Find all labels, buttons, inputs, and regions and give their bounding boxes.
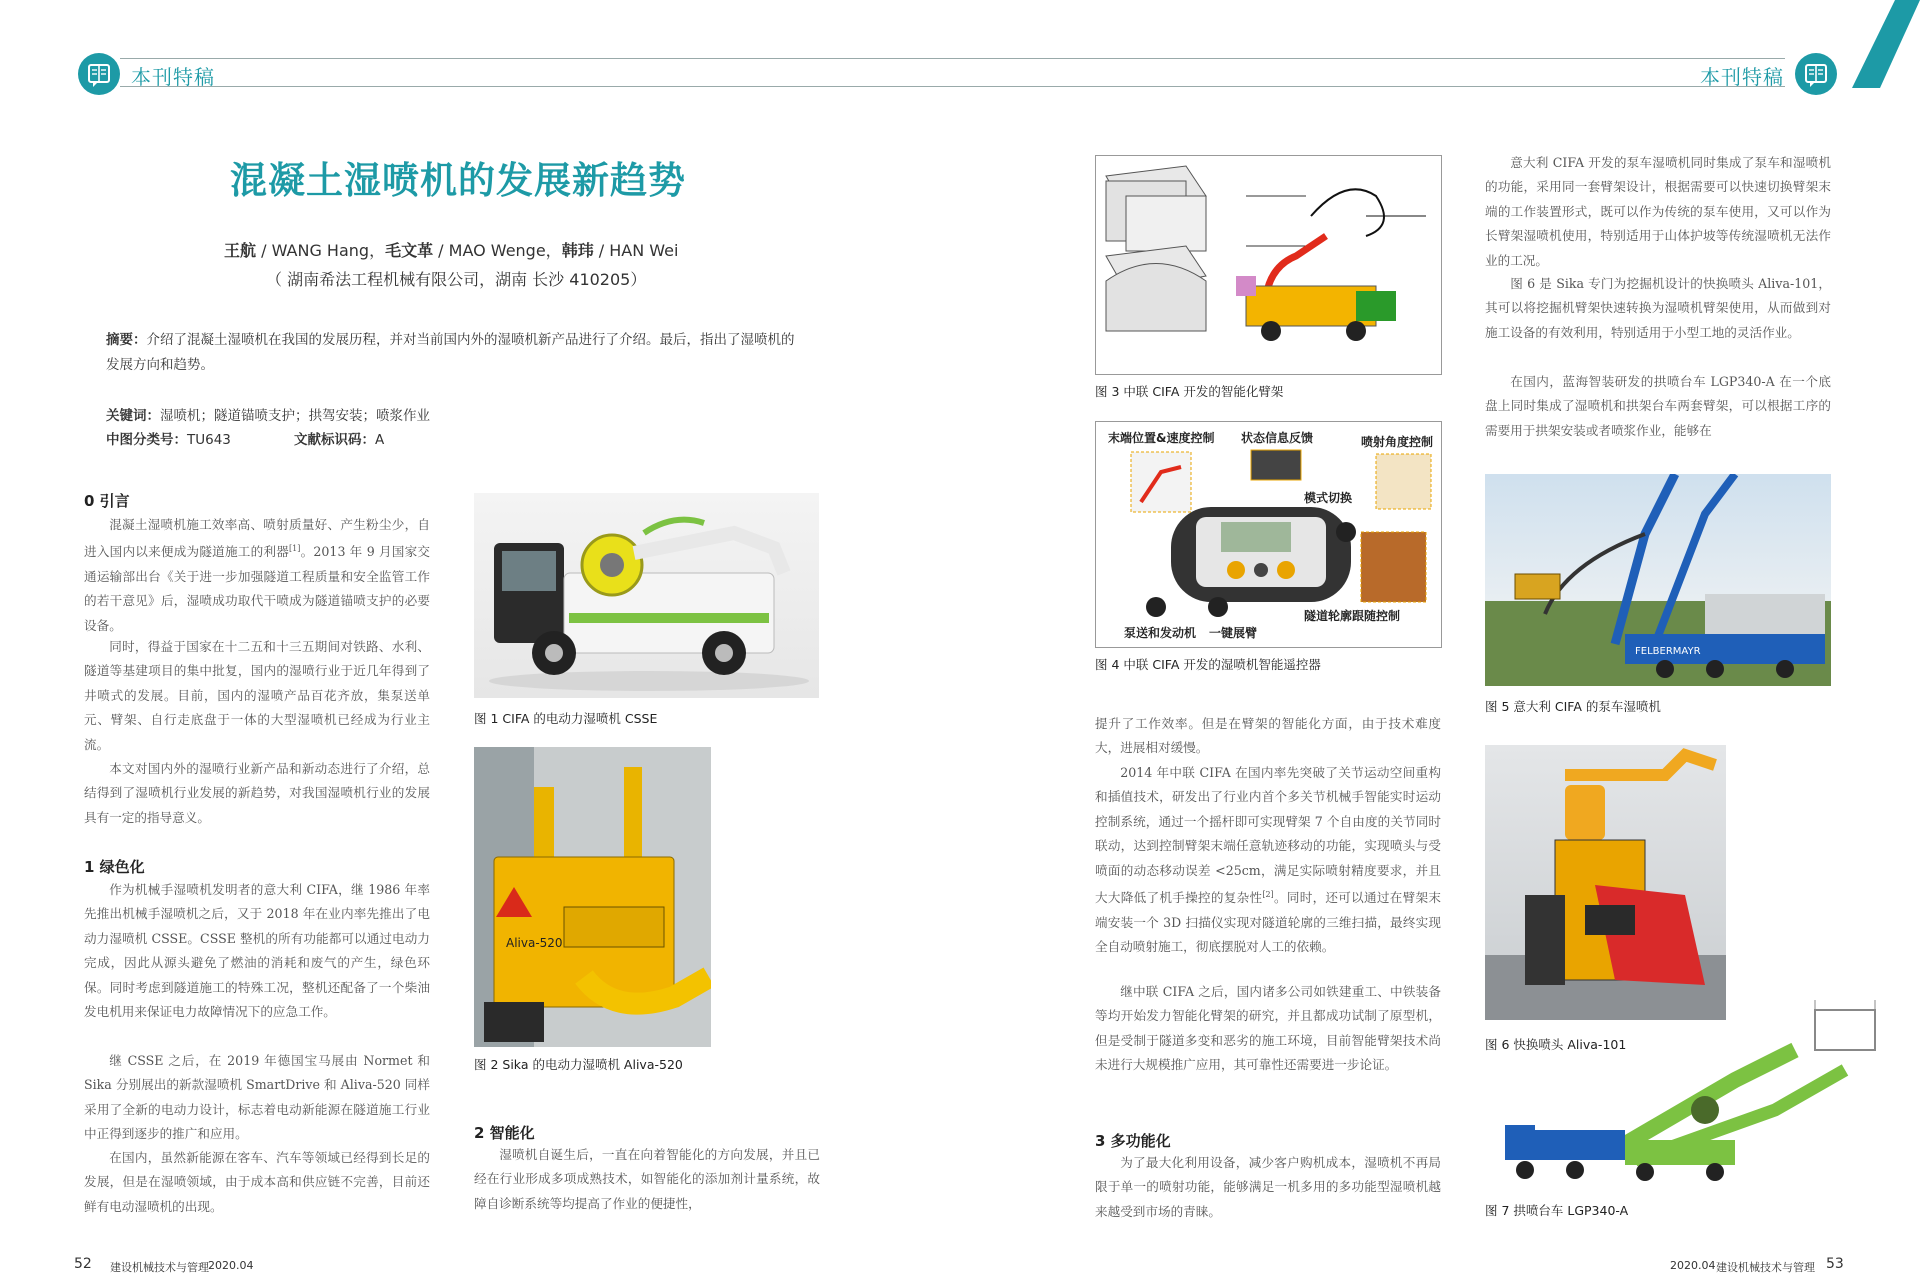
clc-label: 中图分类号：: [106, 432, 187, 448]
left-page-number: 52: [74, 1256, 92, 1272]
fig4-label-tunnel-follow: 隧道轮廓跟随控制: [1304, 609, 1401, 623]
figure-6-caption: 图 6 快换喷头 Aliva-101: [1485, 1037, 1627, 1052]
header-left-label: 本刊特稿: [131, 65, 215, 89]
section-3-paragraph-4: 在国内，蓝海智装研发的拱喷台车 LGP340-A 在一个底盘上同时集成了湿喷机和拱架台车两套臂架，可以根据工序的需要用于拱架安装或者喷浆作业，能够在: [1485, 374, 1831, 438]
figure-3-image: [1095, 155, 1442, 375]
abstract-text: 介绍了混凝土湿喷机在我国的发展历程，并对当前国内外的湿喷机新产品进行了介绍。最后，指出了湿喷机的发展方向和趋势。: [106, 332, 795, 373]
author-3-cn: 韩玮: [561, 241, 594, 260]
header-right-label: 本刊特稿: [1700, 65, 1784, 89]
right-footer-journal: 建设机械技术与管理: [1716, 1261, 1815, 1274]
left-footer-journal: 建设机械技术与管理: [110, 1261, 209, 1274]
section-3-paragraph-2: 意大利 CIFA 开发的泵车湿喷机同时集成了泵车和湿喷机的功能，采用同一套臂架设计，根据需要可以快速切换臂架末端的工作装置形式，既可以作为传统的泵车使用，又可以作为长臂架湿喷机使用，特别适用于山体护坡等传统湿喷机无法作业的工况。: [1485, 155, 1831, 268]
doc-code-value: A: [375, 432, 385, 448]
figure-5-brand-text: FELBERMAYR: [1635, 646, 1701, 657]
section-0-paragraph-2: 同时，得益于国家在十二五和十三五期间对铁路、水利、隧道等基建项目的集中批复，国内的湿喷行业于近几年得到了井喷式的发展。目前，国内的湿喷产品百花齐放，集泵送单元、臂架、自行走底盘于一体的大型湿喷机已经成为行业主流。: [84, 639, 430, 752]
author-1-en: WANG Hang: [271, 241, 370, 260]
classification: [106, 428, 231, 448]
section-0-heading: 0 引言: [84, 492, 130, 510]
section-1-heading: 1 绿色化: [84, 858, 145, 876]
section-3-heading: 3 多功能化: [1095, 1132, 1171, 1150]
affiliation: （ 湖南希法工程机械有限公司，湖南 长沙 410205）: [266, 270, 647, 289]
header-right-book-icon: [1795, 53, 1837, 95]
section-2-paragraph-3: 继中联 CIFA 之后，国内诸多公司如铁建重工、中铁装备等均开始发力智能化臂架的研究，并且都成功试制了原型机，但是受制于隧道多变和恶劣的施工环境，目前智能臂架技术尚未进行大规模推广应用，其可靠性还需要进一步论证。: [1095, 984, 1441, 1073]
section-2-paragraph-1: 湿喷机自诞生后，一直在向着智能化的方向发展，并且已经在行业形成多项成熟技术，如智能化的添加剂计量系统，故障自诊断系统等均提高了作业的便捷性，: [474, 1147, 820, 1211]
left-footer-issue: 2020.04: [208, 1259, 254, 1272]
figure-7-image: [1485, 1000, 1905, 1195]
section-0-paragraph-3: 本文对国内外的湿喷行业新产品和新动态进行了介绍，总结得到了湿喷机行业发展的新趋势，对我国湿喷机行业的发展具有一定的指导意义。: [84, 761, 430, 825]
keywords: [106, 404, 430, 424]
right-page-number: 53: [1826, 1256, 1844, 1272]
author-line: 王航 / WANG Hang，毛文革 / MAO Wenge，韩玮 / HAN Wei: [224, 241, 679, 260]
section-3-paragraph-3: 图 6 是 Sika 专门为挖掘机设计的快换喷头 Aliva-101，其可以将挖掘机臂架快速转换为湿喷机臂架使用，从而做到对施工设备的有效利用，特别适用于小型工地的灵活作业。: [1485, 276, 1831, 340]
section-2-heading: 2 智能化: [474, 1124, 535, 1142]
abstract-label: 摘要：: [106, 332, 147, 348]
fig4-label-status-feedback: 状态信息反馈: [1241, 431, 1314, 445]
fig4-label-mode-switch: 模式切换: [1304, 491, 1353, 505]
author-3-en: HAN Wei: [609, 241, 679, 260]
document-code: [294, 428, 384, 448]
figure-2-brand-text: Aliva-520: [506, 936, 563, 950]
figure-7-caption: 图 7 拱喷台车 LGP340-A: [1485, 1203, 1629, 1218]
figure-4-image: [1095, 421, 1442, 648]
header-left-book-icon: [78, 53, 120, 95]
keywords-label: 关键词：: [106, 408, 160, 424]
doc-code-label: 文献标识码：: [294, 432, 375, 448]
section-1-paragraph-1: 作为机械手湿喷机发明者的意大利 CIFA，继 1986 年率先推出机械手湿喷机之后，又于 2018 年在业内率先推出了电动力湿喷机 CSSE。CSSE 整机的所有功能都可以通过电动力完成，因此从源头避免了燃油的消耗和废气的产生，绿色环保。同时考虑到隧道施工的特殊工况，整机还配备了一个柴油发电机用来保证电力故障情况下的应急工作。: [84, 882, 430, 1020]
section-1-paragraph-3: 在国内，虽然新能源在客车、汽车等领域已经得到长足的发展，但是在湿喷领域，由于成本高和供应链不完善，目前还鲜有电动湿喷机的出现。: [84, 1150, 430, 1214]
header-rule-left-2: [120, 86, 1785, 87]
section-2-paragraph-2: 2014 年中联 CIFA 在国内率先突破了关节运动空间重构和插值技术，研发出了行业内首个多关节机械手智能实时运动控制系统，通过一个摇杆即可实现臂架 7 个自由度的关节同时联动，达到控制臂架末端任意轨迹移动的功能，实现喷头与受喷面的动态移动误差 <25cm，满足实际喷射精度要求，并且大大降低了机手操控的复杂性[2]。同时，还可以通过在臂架末端安装一个 3D 扫描仪实现对隧道轮廓的三维扫描，最终实现全自动喷射施工，彻底摆脱对人工的依赖。: [1095, 765, 1442, 955]
figure-1-caption: 图 1 CIFA 的电动力湿喷机 CSSE: [474, 711, 658, 726]
clc-value: TU643: [187, 432, 231, 448]
author-1-cn: 王航: [224, 241, 257, 260]
right-footer-issue: 2020.04: [1670, 1259, 1716, 1272]
figure-2-caption: 图 2 Sika 的电动力湿喷机 Aliva-520: [474, 1057, 683, 1072]
author-2-en: MAO Wenge: [448, 241, 546, 260]
section-2-paragraph-1-continued: 提升了工作效率。但是在臂架的智能化方面，由于技术难度大，进展相对缓慢。: [1095, 716, 1441, 756]
figure-3-caption: 图 3 中联 CIFA 开发的智能化臂架: [1095, 384, 1284, 399]
fig4-label-end-position: 末端位置&速度控制: [1108, 431, 1215, 445]
figure-2-image: [474, 747, 711, 1047]
abstract: [106, 328, 806, 378]
section-3-paragraph-1: 为了最大化利用设备，减少客户购机成本，湿喷机不再局限于单一的喷射功能，能够满足一机多用的多功能型湿喷机越来越受到市场的青睐。: [1095, 1155, 1441, 1219]
figure-6-image: [1485, 745, 1726, 1020]
section-0-paragraph-1: 混凝土湿喷机施工效率高、喷射质量好、产生粉尘少，自进入国内以来便成为隧道施工的利器[1]。2013 年 9 月国家交通运输部出台《关于进一步加强隧道工程质量和安全监管工作的若干意见》后，湿喷成功取代干喷成为隧道锚喷支护的必要设备。: [84, 517, 430, 633]
author-2-cn: 毛文革: [385, 241, 434, 260]
figure-5-image: [1485, 474, 1831, 686]
corner-stripe-decoration: [1840, 0, 1920, 90]
figure-4-caption: 图 4 中联 CIFA 开发的湿喷机智能遥控器: [1095, 657, 1321, 672]
fig4-label-one-key-unfold: 一键展臂: [1209, 626, 1258, 640]
fig4-label-pump-engine: 泵送和发动机: [1124, 626, 1197, 640]
figure-5-caption: 图 5 意大利 CIFA 的泵车湿喷机: [1485, 699, 1661, 714]
section-1-paragraph-2: 继 CSSE 之后，在 2019 年德国宝马展由 Normet 和 Sika 分别展出的新款湿喷机 SmartDrive 和 Aliva-520 同样采用了全新的电动力设计，标志着电动新能源在隧道施工行业中正得到逐步的推广和应用。: [84, 1053, 430, 1142]
figure-1-image: [474, 493, 819, 698]
keywords-text: 湿喷机；隧道锚喷支护；拱驾安装；喷浆作业: [160, 408, 430, 424]
article-title: 混凝土湿喷机的发展新趋势: [230, 159, 686, 202]
fig4-label-spray-angle: 喷射角度控制: [1361, 435, 1434, 449]
header-rule-left: [120, 58, 1785, 59]
